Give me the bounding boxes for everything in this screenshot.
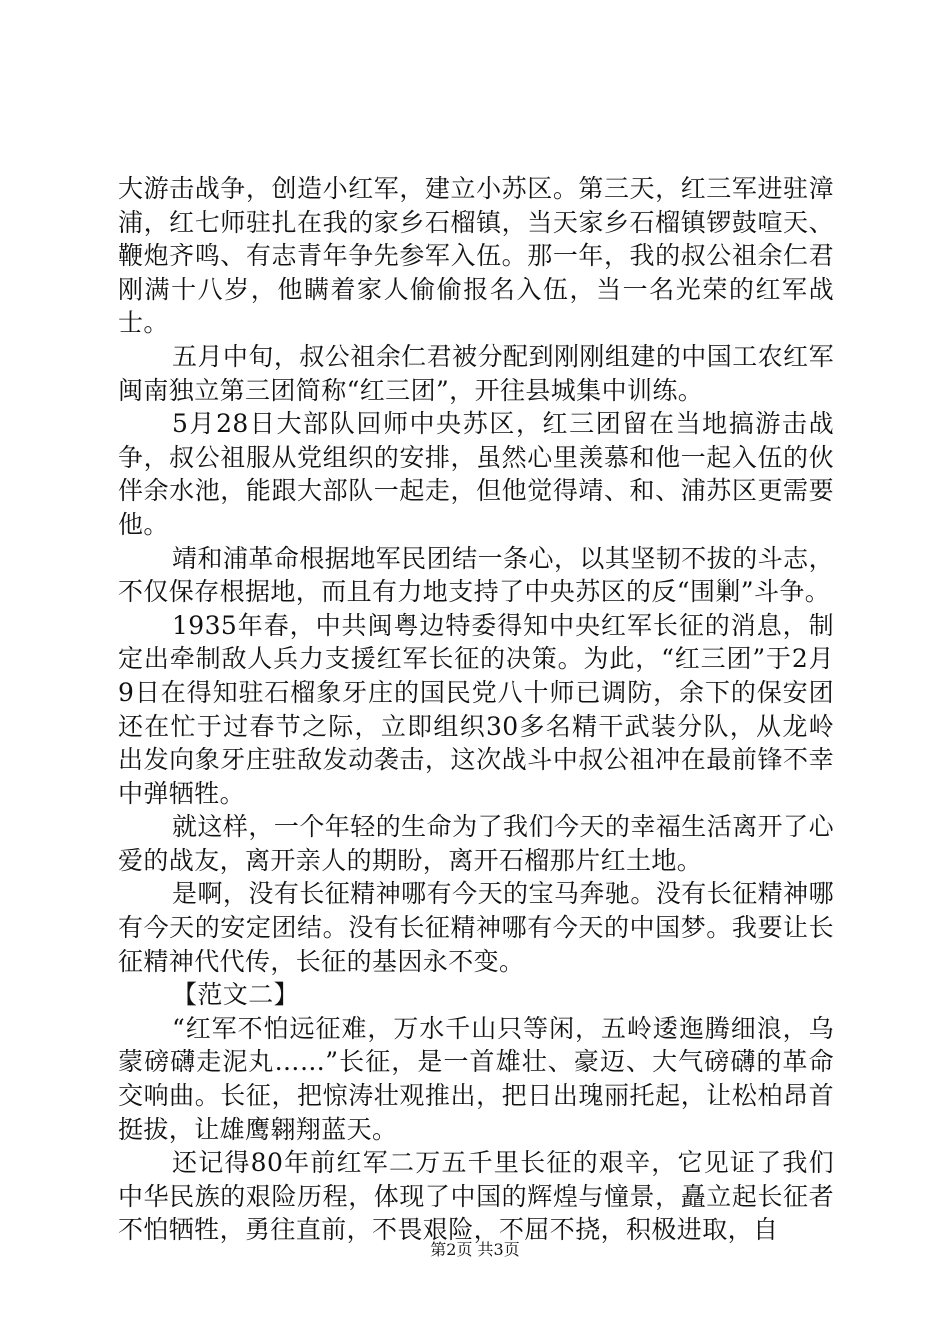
paragraph-2: 五月中旬，叔公祖余仁君被分配到刚刚组建的中国工农红军闽南独立第三团简称“红三团”，开往县城集中训练。: [118, 341, 834, 405]
section-heading-fanwen-2: 【范文二】: [172, 980, 300, 1010]
paragraph-7: 是啊，没有长征精神哪有今天的宝马奔驰。没有长征精神哪有今天的安定团结。没有长征精神哪有今天的中国梦。我要让长征精神代代传，长征的基因永不变。: [118, 879, 834, 976]
paragraph-9: 还记得80年前红军二万五千里长征的艰辛，它见证了我们中华民族的艰险历程，体现了中国的辉煌与憧景，矗立起长征者不怕牺牲，勇往直前，不畏艰险，不屈不挠，积极进取，自: [118, 1148, 834, 1245]
paragraph-8: “红军不怕远征难，万水千山只等闲，五岭逶迤腾细浪，乌蒙磅礴走泥丸……”长征，是一首雄壮、豪迈、大气磅礴的革命交响曲。长征，把惊涛壮观推出，把日出瑰丽托起，让松柏昂首挺拔，让雄鹰翱翔蓝天。: [118, 1013, 834, 1144]
paragraph-3: 5月28日大部队回师中央苏区，红三团留在当地搞游击战争，叔公祖服从党组织的安排，虽然心里羡慕和他一起入伍的伙伴余水池，能跟大部队一起走，但他觉得靖、和、浦苏区更需要他。: [118, 409, 834, 539]
paragraph-1: 大游击战争，创造小红军，建立小苏区。第三天，红三军进驻漳浦，红七师驻扎在我的家乡石榴镇，当天家乡石榴镇锣鼓喧天、鞭炮齐鸣、有志青年争先参军入伍。那一年，我的叔公祖余仁君刚满十八岁，他瞒着家人偷偷报名入伍，当一名光荣的红军战士。: [118, 174, 834, 338]
paragraph-6: 就这样，一个年轻的生命为了我们今天的幸福生活离开了心爱的战友，离开亲人的期盼，离开石榴那片红土地。: [118, 812, 834, 875]
page-number-footer: 第2页 共3页: [430, 1240, 520, 1259]
paragraph-5: 1935年春，中共闽粤边特委得知中央红军长征的消息，制定出牵制敌人兵力支援红军长征的决策。为此，“红三团”于2月9日在得知驻石榴象牙庄的国民党八十师已调防，余下的保安团还在忙于过春节之际，立即组织30多名精干武装分队，从龙岭出发向象牙庄驻敌发动袭击，这次战斗中叔公祖冲在最前锋不幸中弹牺牲。: [118, 610, 834, 808]
paragraph-4: 靖和浦革命根据地军民团结一条心，以其坚韧不拔的斗志，不仅保存根据地，而且有力地支持了中央苏区的反“围剿”斗争。: [118, 543, 834, 607]
document-body: [118, 172, 834, 1247]
